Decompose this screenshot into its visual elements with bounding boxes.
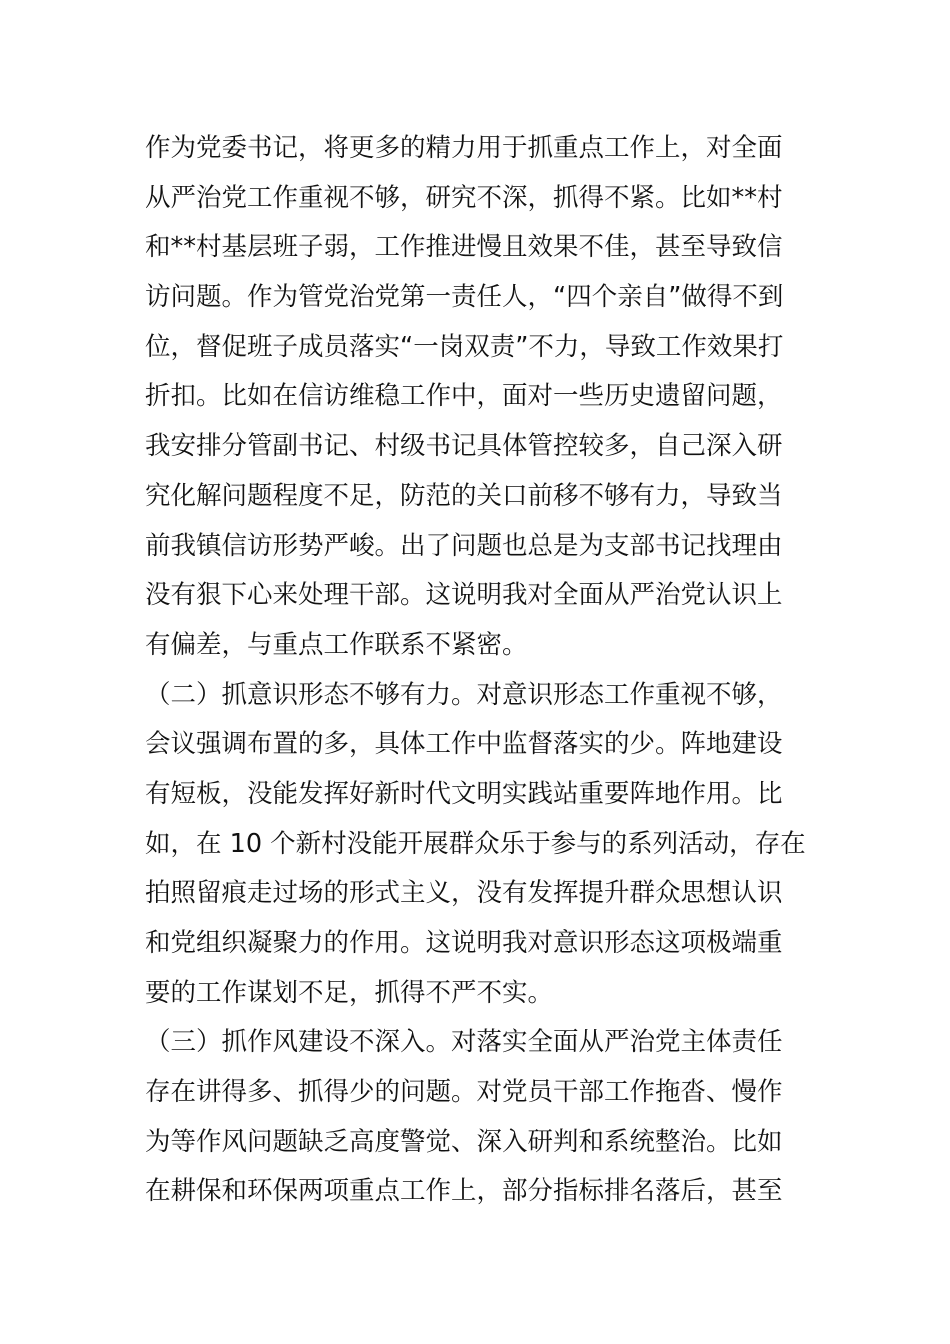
text-line: 作为党委书记，将更多的精力用于抓重点工作上，对全面 [145, 133, 783, 163]
text-line: 要的工作谋划不足，抓得不严不实。 [145, 977, 554, 1008]
text-line: 折扣。比如在信访维稳工作中，面对一些历史遗留问题， [145, 381, 783, 412]
text-line: 前我镇信访形势严峻。出了问题也总是为支部书记找理由 [145, 530, 783, 561]
text-line: 访问题。作为管党治党第一责任人，“四个亲自”做得不到 [145, 282, 784, 313]
text-line: 存在讲得多、抓得少的问题。对党员干部工作拖沓、慢作 [145, 1077, 783, 1108]
text-line: 有短板，没能发挥好新时代文明实践站重要阵地作用。比 [145, 778, 783, 809]
text-line: 没有狠下心来处理干部。这说明我对全面从严治党认识上 [145, 580, 783, 611]
text-line: 究化解问题程度不足，防范的关口前移不够有力，导致当 [145, 480, 783, 511]
text-line: 为等作风问题缺乏高度警觉、深入研判和系统整治。比如 [145, 1126, 783, 1157]
text-line: 会议强调布置的多，具体工作中监督落实的少。阵地建设 [145, 729, 783, 760]
text-line: 从严治党工作重视不够，研究不深，抓得不紧。比如**村 [145, 182, 783, 213]
text-line: 有偏差，与重点工作联系不紧密。 [145, 629, 528, 660]
text-line: 拍照留痕走过场的形式主义，没有发挥提升群众思想认识 [145, 878, 783, 909]
text-line: 如，在 10 个新村没能开展群众乐于参与的系列活动，存在 [145, 828, 806, 859]
text-line: 位，督促班子成员落实“一岗双责”不力，导致工作效果打 [145, 331, 784, 362]
text-line: 在耕保和环保两项重点工作上，部分指标排名落后，甚至 [145, 1176, 783, 1207]
body-text [145, 124, 810, 1217]
section-heading-line: （二）抓意识形态不够有力。对意识形态工作重视不够， [145, 679, 783, 710]
text-line: 我安排分管副书记、村级书记具体管控较多，自己深入研 [145, 431, 783, 462]
text-line: 和**村基层班子弱，工作推进慢且效果不佳，甚至导致信 [145, 232, 783, 263]
section-heading-line: （三）抓作风建设不深入。对落实全面从严治党主体责任 [145, 1027, 783, 1058]
text-line: 和党组织凝聚力的作用。这说明我对意识形态这项极端重 [145, 928, 783, 958]
